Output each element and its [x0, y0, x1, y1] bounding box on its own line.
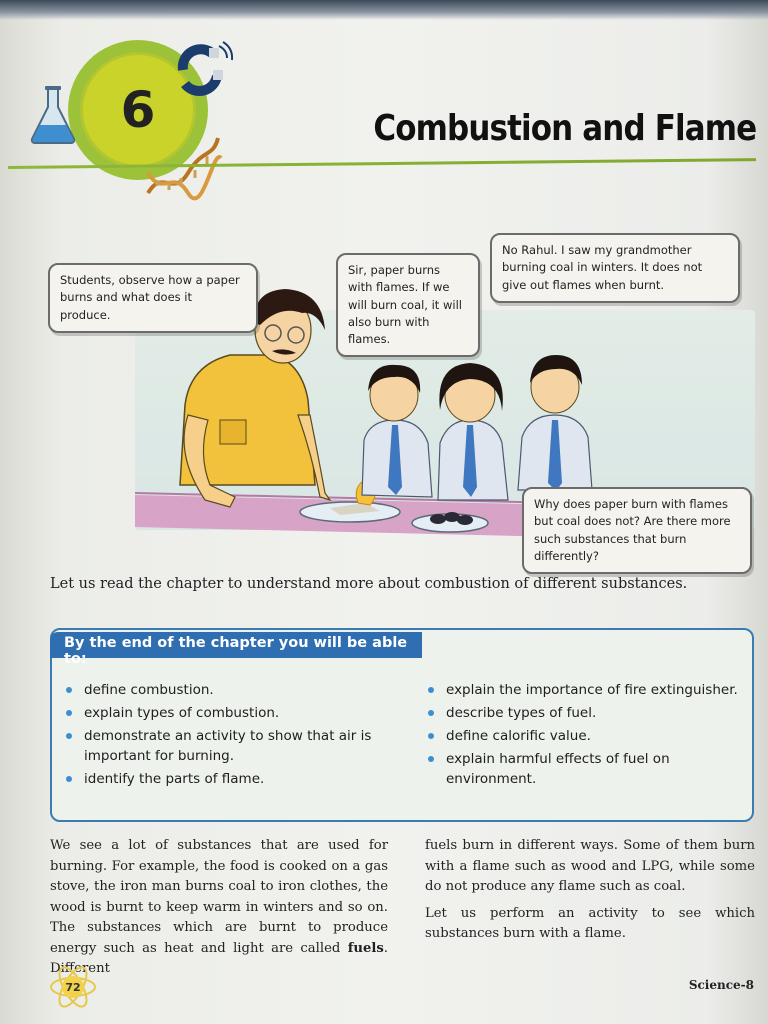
body-paragraph: Let us perform an activity to see which substances burn with a flame. — [425, 905, 755, 941]
student-girl — [438, 363, 508, 500]
classroom-illustration — [40, 215, 760, 565]
objective-item: describe types of fuel. — [426, 703, 746, 723]
chapter-title: Combustion and Flame — [373, 108, 756, 149]
page-top-shadow — [0, 0, 768, 20]
page-number: 72 — [65, 980, 81, 994]
objectives-heading: By the end of the chapter you will be able to: — [50, 632, 422, 658]
body-paragraph: fuels burn in different ways. Some of them burn with a flame such as wood and LPG, while some do not produce any flame such as coal. — [425, 838, 755, 894]
intro-sentence: Let us read the chapter to understand more about combustion of different substances. — [50, 576, 688, 592]
body-text: We see a lot of substances that are used for burning. For example, the food is cooked on a gas stove, the iron man burns coal to iron clothes, the wood is burnt to keep warm in winters and so on. The substances which are burnt to produce energy such as heat and light are called — [50, 838, 388, 956]
flask-icon — [28, 85, 78, 145]
speech-bubble-boy2: Why does paper burn with flames but coal does not? Are there more such substances that burn differently? — [522, 487, 752, 574]
objectives-left-list — [64, 680, 404, 792]
objective-item: explain harmful effects of fuel on environment. — [426, 749, 746, 789]
page-number-badge — [48, 964, 98, 1010]
objective-item: define combustion. — [64, 680, 404, 700]
keyword-fuels: fuels — [347, 940, 384, 956]
speech-bubble-boy1: Sir, paper burns with flames. If we will burn coal, it will also burn with flames. — [336, 253, 480, 357]
dna-icon — [143, 128, 223, 208]
objective-item: identify the parts of flame. — [64, 769, 404, 789]
objective-item: explain types of combustion. — [64, 703, 404, 723]
body-text-left-column — [50, 836, 388, 980]
objectives-right-list — [426, 680, 746, 792]
speech-bubble-girl: No Rahul. I saw my grandmother burning coal in winters. It does not give out flames when burnt. — [490, 233, 740, 303]
body-text-right-column — [425, 836, 755, 945]
student-boy-rahul — [362, 365, 432, 497]
objective-item: explain the importance of fire extinguisher. — [426, 680, 746, 700]
speech-bubble-teacher: Students, observe how a paper burns and what does it produce. — [48, 263, 258, 333]
chapter-number: 6 — [120, 81, 156, 139]
body-paragraph — [50, 836, 388, 980]
body-text: . Different — [50, 940, 388, 976]
magnet-icon — [173, 40, 233, 100]
chapter-badge — [28, 30, 248, 210]
book-name: Science-8 — [688, 978, 754, 992]
objective-item: define calorific value. — [426, 726, 746, 746]
objective-item: demonstrate an activity to show that air is important for burning. — [64, 726, 404, 766]
student-boy-2 — [518, 355, 592, 491]
